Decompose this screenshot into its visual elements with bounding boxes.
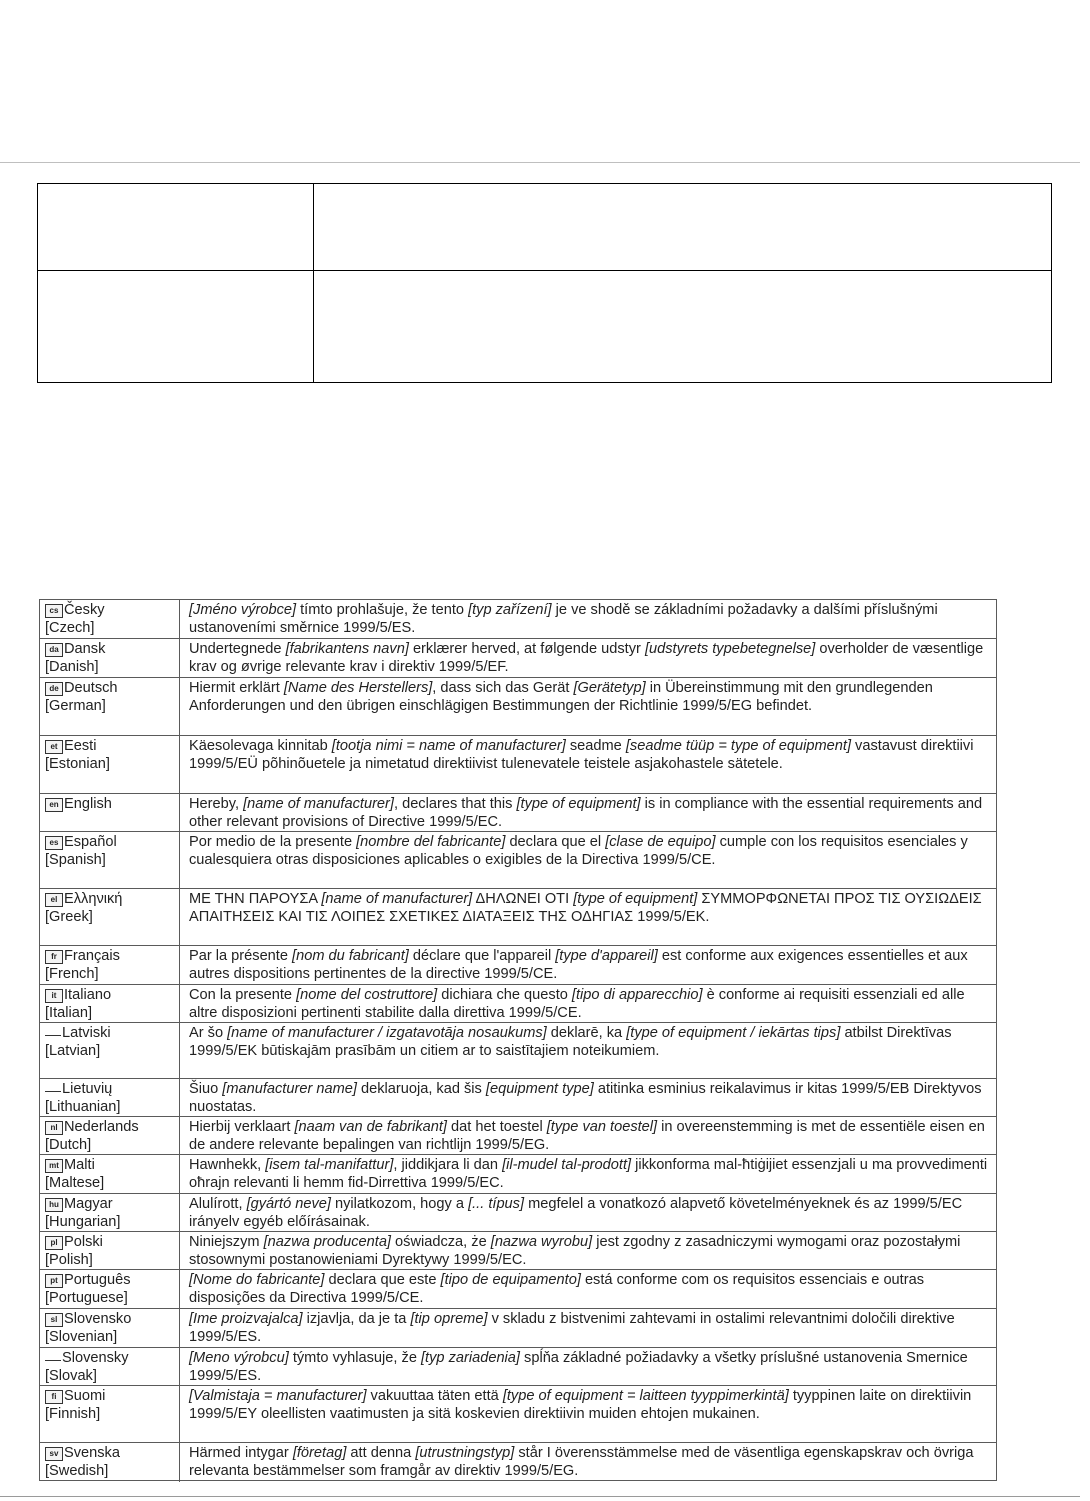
language-code-icon: et: [45, 740, 63, 754]
table-row: [40, 889, 996, 946]
language-code-icon: el: [45, 893, 63, 907]
language-english-name: [Slovak]: [45, 1368, 97, 1385]
language-code-icon: it: [45, 989, 63, 1003]
placeholder-text: [Name des Herstellers]: [283, 680, 433, 696]
declaration-fragment: Hierbij verklaart: [189, 1119, 295, 1135]
placeholder-text: [seadme tüüp = type of equipment]: [625, 738, 851, 754]
declaration-fragment: nyilatkozom, hogy a: [330, 1196, 469, 1212]
declaration-fragment: atbilst Direktīvas 1999/5/EK būtiskajām prasībām un citiem ar to saistītajiem noteikumiem.: [189, 1025, 952, 1060]
declaration-text: [180, 1270, 996, 1308]
declaration-fragment: Härmed intygar: [189, 1445, 293, 1461]
declaration-fragment: cumple con los requisitos esenciales y cualesquiera otras disposiciones aplicables o exigibles de la Directiva 1999/5/CE.: [189, 834, 968, 869]
placeholder-text: [företag]: [292, 1445, 347, 1461]
declaration-fragment: je ve shodě se základními požadavky a dalšími příslušnými ustanoveními směrnice 1999/5/ES.: [189, 602, 938, 637]
placeholder-text: [gyártó neve]: [246, 1196, 331, 1212]
table-row: [40, 678, 996, 736]
placeholder-text: [il-mudel tal-prodott]: [502, 1157, 632, 1173]
declaration-fragment: ΔΗΛΩΝΕΙ ΟΤΙ: [472, 891, 574, 907]
table-row: [40, 1194, 996, 1232]
language-name: Malti: [64, 1157, 95, 1173]
language-cell: [40, 1117, 180, 1154]
declaration-fragment: tyyppinen laite on direktiivin 1999/5/EY oleellisten vaatimusten ja sitä koskevien direktiivin muiden ehtojen mukainen.: [189, 1388, 972, 1423]
language-english-name: [Maltese]: [45, 1175, 105, 1192]
placeholder-text: [naam van de fabrikant]: [294, 1119, 447, 1135]
table-row: [40, 1079, 996, 1117]
table-row: [40, 1270, 996, 1309]
placeholder-text: [utrustningstyp]: [415, 1445, 515, 1461]
language-code-icon: pt: [45, 1274, 63, 1288]
declaration-text: [180, 1194, 996, 1231]
table-row: [40, 794, 996, 832]
language-name: Português: [64, 1272, 131, 1288]
declaration-text: [180, 1117, 996, 1154]
declaration-text: [180, 600, 996, 638]
placeholder-text: [Gerätetyp]: [573, 680, 646, 696]
language-cell: [40, 736, 180, 793]
language-name: Eesti: [64, 738, 97, 754]
declaration-fragment: ΣΥΜΜΟΡΦΩΝΕΤΑΙ ΠΡΟΣ ΤΙΣ ΟΥΣΙΩΔΕΙΣ ΑΠΑΙΤΗΣΕΙΣ ΚΑΙ ΤΙΣ ΛΟΙΠΕΣ ΣΧΕΤΙΚΕΣ ΔΙΑΤΑΞΕΙΣ ΤΗΣ ΟΔΗΓΙΑΣ 1999/5/ΕΚ.: [189, 891, 982, 926]
declaration-fragment: Hiermit erklärt: [189, 680, 284, 696]
language-cell: [40, 1443, 180, 1482]
table-row: [40, 985, 996, 1023]
declaration-fragment: Par la présente: [189, 948, 293, 964]
language-english-name: [Czech]: [45, 620, 95, 637]
language-code-icon: pl: [45, 1236, 63, 1250]
language-cell: [40, 889, 180, 945]
placeholder-text: [nazwa producenta]: [263, 1234, 391, 1250]
language-cell: [40, 946, 180, 984]
language-name: Slovensko: [64, 1311, 132, 1327]
declaration-fragment: seadme: [565, 738, 626, 754]
language-code-icon: sv: [45, 1447, 63, 1461]
table-row: [40, 1232, 996, 1270]
declaration-text: [180, 1443, 996, 1482]
declaration-fragment: , dass sich das Gerät: [432, 680, 574, 696]
language-english-name: [Italian]: [45, 1005, 93, 1022]
declaration-fragment: deklarē, ka: [546, 1025, 627, 1041]
placeholder-text: [nazwa wyrobu]: [490, 1234, 593, 1250]
language-cell: [40, 678, 180, 735]
table-row: [40, 600, 996, 639]
declaration-fragment: overholder de væsentlige krav og øvrige relevante krav i direktiv 1999/5/EF.: [189, 641, 984, 676]
language-name: Lietuvių: [62, 1081, 113, 1097]
table-row: [40, 1155, 996, 1194]
placeholder-text: [equipment type]: [485, 1081, 594, 1097]
language-name: Deutsch: [64, 680, 118, 696]
language-cell: [40, 794, 180, 831]
declaration-fragment: Ar šo: [189, 1025, 228, 1041]
language-name: Ελληνική: [64, 891, 123, 907]
table-row: [40, 1117, 996, 1155]
table-row: [40, 1309, 996, 1348]
language-name: Français: [64, 948, 120, 964]
table-row-divider: [38, 270, 1051, 271]
language-cell: [40, 1155, 180, 1193]
language-name: Español: [64, 834, 117, 850]
declaration-text: [180, 832, 996, 888]
table-row: [40, 1443, 996, 1482]
language-english-name: [Swedish]: [45, 1463, 109, 1480]
table-row: [40, 736, 996, 794]
placeholder-text: [name of manufacturer]: [321, 891, 473, 907]
placeholder-text: [name of manufacturer / izgatavotāja nosaukums]: [227, 1025, 547, 1041]
placeholder-text: [nom du fabricant]: [292, 948, 409, 964]
language-code-icon: en: [45, 798, 63, 812]
language-cell: [40, 1232, 180, 1269]
declaration-text: [180, 1155, 996, 1193]
placeholder-text: [tip opreme]: [410, 1311, 488, 1327]
language-name: Dansk: [64, 641, 106, 657]
declaration-fragment: tímto prohlašuje, že tento: [296, 602, 469, 618]
placeholder-text: [udstyrets typebetegnelse]: [644, 641, 816, 657]
declaration-text: [180, 1309, 996, 1347]
placeholder-text: [type d'appareil]: [555, 948, 658, 964]
placeholder-text: [typ zariadenia]: [421, 1350, 520, 1366]
language-cell: [40, 1348, 180, 1385]
language-name: Italiano: [64, 987, 112, 1003]
language-cell: [40, 1023, 180, 1078]
placeholder-text: [Jméno výrobce]: [189, 602, 297, 618]
language-cell: [40, 985, 180, 1022]
placeholder-text: [Ime proizvajalca]: [189, 1311, 303, 1327]
placeholder-text: [manufacturer name]: [222, 1081, 357, 1097]
language-cell: [40, 639, 180, 677]
language-english-name: [German]: [45, 698, 106, 715]
table-row: [40, 1386, 996, 1443]
declaration-fragment: declara que el: [505, 834, 606, 850]
language-code-icon: [45, 1024, 61, 1036]
declaration-of-conformity-table: [39, 599, 997, 1481]
declaration-fragment: in overeenstemming is met de essentiële eisen en de andere relevante bepalingen van richtlijn 1999/5/EG.: [189, 1119, 985, 1154]
language-cell: [40, 1194, 180, 1231]
header-divider: [0, 162, 1080, 163]
declaration-fragment: , declares that this: [393, 796, 517, 812]
language-code-icon: sl: [45, 1313, 63, 1327]
language-name: Svenska: [64, 1445, 120, 1461]
declaration-fragment: atitinka esminius reikalavimus ir kitas 1999/5/EB Direktyvos nuostatas.: [189, 1081, 982, 1116]
table-row: [40, 1023, 996, 1079]
language-code-icon: es: [45, 836, 63, 850]
declaration-fragment: Niniejszym: [189, 1234, 264, 1250]
placeholder-text: [tipo di apparecchio]: [571, 987, 703, 1003]
language-english-name: [Portuguese]: [45, 1290, 128, 1307]
table-row: [40, 1348, 996, 1386]
language-english-name: [Lithuanian]: [45, 1099, 121, 1116]
placeholder-text: [type of equipment]: [573, 891, 698, 907]
declaration-fragment: Undertegnede: [189, 641, 286, 657]
language-cell: [40, 600, 180, 638]
language-english-name: [Hungarian]: [45, 1214, 121, 1231]
declaration-fragment: está conforme com os requisitos essenciais e outras disposições da Directiva 1999/5/CE.: [189, 1272, 925, 1307]
language-english-name: [Slovenian]: [45, 1329, 118, 1346]
declaration-text: [180, 639, 996, 677]
declaration-fragment: dichiara che questo: [437, 987, 572, 1003]
placeholder-text: [Meno výrobcu]: [189, 1350, 289, 1366]
placeholder-text: [... típus]: [468, 1196, 525, 1212]
table-column-divider: [313, 184, 314, 382]
language-code-icon: fi: [45, 1390, 63, 1404]
placeholder-text: [tipo de equipamento]: [440, 1272, 581, 1288]
placeholder-text: [Valmistaja = manufacturer]: [189, 1388, 367, 1404]
declaration-fragment: dat het toestel: [446, 1119, 547, 1135]
declaration-fragment: ΜΕ ΤΗΝ ΠΑΡΟΥΣΑ: [189, 891, 322, 907]
declaration-fragment: Alulírott,: [189, 1196, 247, 1212]
declaration-fragment: Por medio de la presente: [189, 834, 357, 850]
declaration-text: [180, 1386, 996, 1442]
declaration-fragment: est conforme aux exigences essentielles et aux autres dispositions pertinentes de la directive 1999/5/CE.: [189, 948, 968, 983]
declaration-fragment: erklærer herved, at følgende udstyr: [408, 641, 645, 657]
declaration-text: [180, 1348, 996, 1385]
placeholder-text: [type of equipment]: [516, 796, 641, 812]
declaration-fragment: týmto vyhlasuje, že: [288, 1350, 421, 1366]
declaration-fragment: megfelel a vonatkozó alapvető követelményeknek és az 1999/5/EC irányelv egyéb előírásainak.: [189, 1196, 963, 1231]
language-code-icon: hu: [45, 1198, 63, 1212]
language-name: Česky: [64, 602, 105, 618]
declaration-text: [180, 946, 996, 984]
language-code-icon: [45, 1349, 61, 1361]
language-english-name: [French]: [45, 966, 99, 983]
placeholder-text: [fabrikantens navn]: [285, 641, 409, 657]
language-code-icon: nl: [45, 1121, 63, 1135]
declaration-fragment: jest zgodny z zasadniczymi wymogami oraz pozostałymi stosownymi postanowieniami Dyrektywy 1999/5/EC.: [189, 1234, 961, 1269]
declaration-fragment: står I överensstämmelse med de väsentliga egenskapskrav och övriga relevanta bestämmelser som framgår av direktiv 1999/5/EG.: [189, 1445, 974, 1480]
declaration-fragment: att denna: [346, 1445, 416, 1461]
declaration-text: [180, 1232, 996, 1269]
declaration-text: [180, 736, 996, 793]
language-cell: [40, 1079, 180, 1116]
declaration-text: [180, 1079, 996, 1116]
declaration-fragment: deklaruoja, kad šis: [356, 1081, 486, 1097]
placeholder-text: [nome del costruttore]: [296, 987, 438, 1003]
language-code-icon: mt: [45, 1159, 63, 1173]
language-code-icon: fr: [45, 950, 63, 964]
declaration-fragment: declara que este: [324, 1272, 441, 1288]
declaration-fragment: déclare que l'appareil: [408, 948, 556, 964]
declaration-fragment: è conforme ai requisiti essenziali ed alle altre disposizioni pertinenti stabilite dalla direttiva 1999/5/CE.: [189, 987, 965, 1022]
placeholder-text: [isem tal-manifattur]: [265, 1157, 394, 1173]
declaration-fragment: vastavust direktiivi 1999/5/EÜ põhinõuetele ja nimetatud direktiivist tulenevatele teistele asjakohastele sätetele.: [189, 738, 974, 773]
placeholder-text: [name of manufacturer]: [243, 796, 394, 812]
placeholder-text: [type of equipment / iekārtas tips]: [626, 1025, 841, 1041]
language-cell: [40, 1270, 180, 1308]
footer-divider: [0, 1496, 1080, 1497]
language-name: English: [64, 796, 112, 812]
table-row: [40, 832, 996, 889]
declaration-fragment: , jiddikjara li dan: [393, 1157, 503, 1173]
table-row: [40, 639, 996, 678]
declaration-text: [180, 678, 996, 735]
declaration-fragment: Käesolevaga kinnitab: [189, 738, 332, 754]
declaration-text: [180, 1023, 996, 1078]
language-english-name: [Danish]: [45, 659, 99, 676]
placeholder-text: [nombre del fabricante]: [356, 834, 506, 850]
language-name: Suomi: [64, 1388, 106, 1404]
language-name: Magyar: [64, 1196, 113, 1212]
declaration-fragment: in Übereinstimmung mit den grundlegenden Anforderungen und den übrigen einschlägigen Bestimmungen der Richtlinie 1999/5/EG befindet.: [189, 680, 933, 715]
language-english-name: [Estonian]: [45, 756, 110, 773]
declaration-fragment: Hawnhekk,: [189, 1157, 266, 1173]
language-code-icon: [45, 1080, 61, 1092]
declaration-fragment: spĺňa základné požiadavky a všetky príslušné ustanovenia Smernice 1999/5/ES.: [189, 1350, 968, 1385]
language-code-icon: de: [45, 682, 63, 696]
declaration-fragment: is in compliance with the essential requirements and other relevant provisions of Directive 1999/5/EC.: [189, 796, 983, 831]
declaration-fragment: Šiuo: [189, 1081, 223, 1097]
declaration-text: [180, 985, 996, 1022]
declaration-fragment: Hereby,: [189, 796, 244, 812]
table-row: [40, 946, 996, 985]
declaration-fragment: oświadcza, że: [390, 1234, 491, 1250]
placeholder-text: [type of equipment = laitteen tyyppimerkintä]: [502, 1388, 789, 1404]
language-cell: [40, 832, 180, 888]
placeholder-text: [type van toestel]: [546, 1119, 658, 1135]
language-cell: [40, 1309, 180, 1347]
language-code-icon: cs: [45, 604, 63, 618]
declaration-text: [180, 889, 996, 945]
placeholder-text: [typ zařízení]: [468, 602, 552, 618]
declaration-fragment: vakuuttaa täten että: [366, 1388, 503, 1404]
language-code-icon: da: [45, 643, 63, 657]
empty-form-table: [37, 183, 1052, 383]
language-name: Nederlands: [64, 1119, 139, 1135]
language-name: Slovensky: [62, 1350, 129, 1366]
language-cell: [40, 1386, 180, 1442]
declaration-fragment: Con la presente: [189, 987, 297, 1003]
language-english-name: [Dutch]: [45, 1137, 92, 1154]
language-english-name: [Spanish]: [45, 852, 106, 869]
declaration-fragment: izjavlja, da je ta: [302, 1311, 411, 1327]
placeholder-text: [tootja nimi = name of manufacturer]: [331, 738, 566, 754]
placeholder-text: [Nome do fabricante]: [189, 1272, 325, 1288]
language-english-name: [Polish]: [45, 1252, 93, 1269]
declaration-text: [180, 794, 996, 831]
language-english-name: [Latvian]: [45, 1043, 101, 1060]
language-name: Polski: [64, 1234, 103, 1250]
language-english-name: [Greek]: [45, 909, 93, 926]
placeholder-text: [clase de equipo]: [605, 834, 716, 850]
declaration-fragment: jikkonforma mal-ħtiġijiet essenzjali u ma provvedimenti oħrajn relevanti li hemm fid-Dirrettiva 1999/5/EC.: [189, 1157, 988, 1192]
language-english-name: [Finnish]: [45, 1406, 101, 1423]
language-name: Latviski: [62, 1025, 111, 1041]
declaration-fragment: v skladu z bistvenimi zahtevami in ostalimi relevantnimi določili direktive 1999/5/ES.: [189, 1311, 955, 1346]
